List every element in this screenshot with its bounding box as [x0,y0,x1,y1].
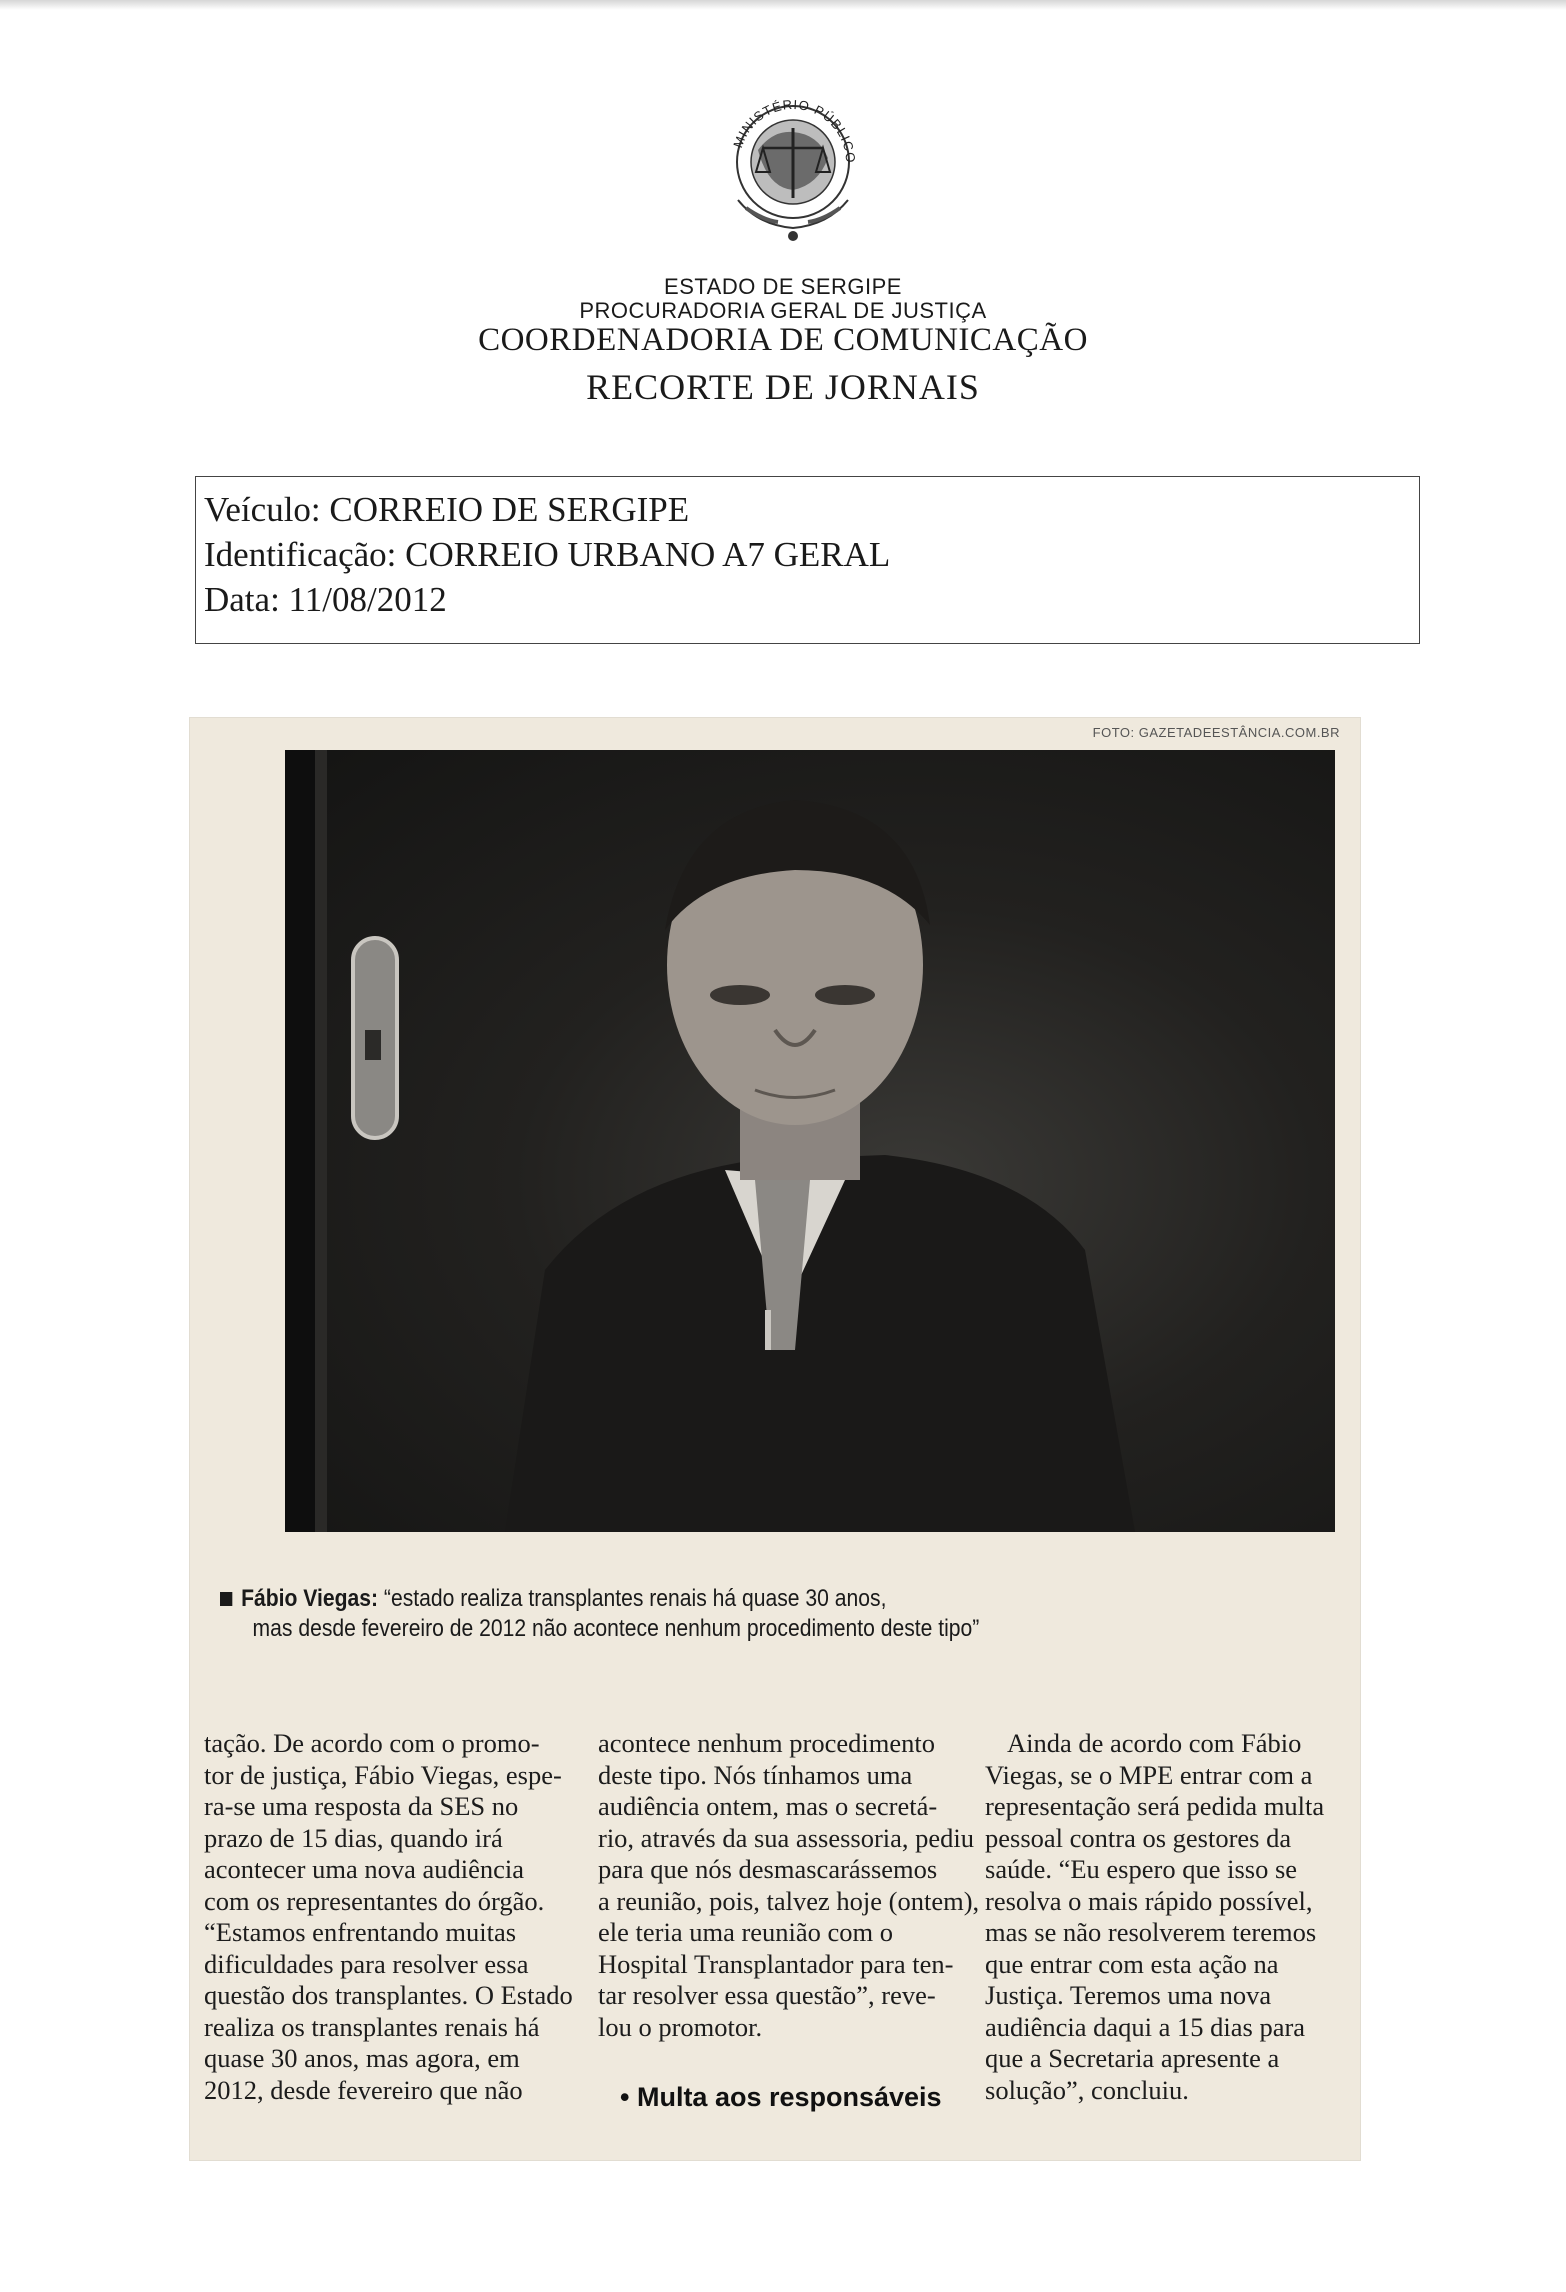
portrait-photo [285,750,1335,1532]
column-line: “Estamos enfrentando muitas [204,1917,517,1947]
column-line: representação será pedida multa [985,1791,1325,1821]
column-line: a reunião, pois, talvez hoje (ontem), [598,1885,980,1916]
department-name: COORDENADORIA DE COMUNICAÇÃO [478,322,1088,358]
caption-text-line-2: mas desde fevereiro de 2012 não acontece nenhum procedimento deste tipo” [252,1615,980,1642]
section-title: RECORTE DE JORNAIS [586,367,980,407]
ministerio-publico-seal [718,90,868,250]
column-line: para que nós desmascarássemos [598,1854,938,1884]
caption-text-line-1: “estado realiza transplantes renais há quase 30 anos, [378,1585,887,1612]
office-name: PROCURADORIA GERAL DE JUSTIÇA [579,298,987,323]
column-line: acontece nenhum procedimento [598,1728,935,1758]
newspaper-clipping [190,718,1360,2160]
photo-caption [220,1584,1188,1644]
column-line: rio, através da sua assessoria, pediu [598,1822,975,1853]
column-line: prazo de 15 dias, quando irá [204,1822,503,1853]
identification-line: Identificação: CORREIO URBANO A7 GERAL [204,535,891,574]
state-name: ESTADO DE SERGIPE [664,274,902,299]
column-line: acontecer uma nova audiência [204,1854,525,1884]
clipping-info-box [195,476,1420,644]
vehicle-line: Veículo: CORREIO DE SERGIPE [204,490,690,529]
column-line: tar resolver essa questão”, reve- [598,1980,936,2010]
article-subheading: • Multa aos responsáveis [620,2082,942,2112]
seal-text: MINISTÉRIO PÚBLICO [730,96,859,164]
column-line: saúde. “Eu espero que isso se [985,1854,1298,1884]
column-line: solução”, concluiu. [985,2074,1189,2105]
column-line: tação. De acordo com o promo- [204,1728,540,1758]
column-line: dificuldades para resolver essa [204,1948,529,1979]
caption-bullet-icon [220,1592,232,1606]
column-line: que a Secretaria apresente a [985,2043,1280,2073]
column-line: lou o promotor. [598,2011,763,2042]
article-column-2 [598,1728,980,2043]
column-line: Ainda de acordo com Fábio [1007,1728,1302,1758]
article-column-1 [204,1728,584,2106]
column-line: tor de justiça, Fábio Viegas, espe- [204,1759,562,1790]
column-line: com os representantes do órgão. [204,1885,545,1916]
column-line: Justiça. Teremos uma nova [985,1980,1272,2010]
caption-name: Fábio Viegas: [241,1585,379,1612]
column-line: audiência ontem, mas o secretá- [598,1791,938,1821]
column-line: deste tipo. Nós tínhamos uma [598,1759,913,1790]
column-line: questão dos transplantes. O Estado [204,1980,573,2010]
column-line: realiza os transplantes renais há [204,2011,540,2042]
column-line: ele teria uma reunião com o [598,1917,894,1947]
column-line: Viegas, se o MPE entrar com a [985,1759,1313,1790]
column-line: mas se não resolverem teremos [985,1917,1317,1947]
column-line: Hospital Transplantador para ten- [598,1948,954,1979]
scan-edge [0,0,1566,10]
column-line: resolva o mais rápido possível, [985,1885,1313,1916]
column-line: 2012, desde fevereiro que não [204,2074,523,2105]
column-line: que entrar com esta ação na [985,1948,1279,1979]
photo-credit: FOTO: GAZETADEESTÂNCIA.COM.BR [1092,725,1340,740]
column-line: ra-se uma resposta da SES no [204,1791,519,1821]
date-line: Data: 11/08/2012 [204,580,447,619]
column-line: audiência daqui a 15 dias para [985,2011,1306,2042]
column-line: quase 30 anos, mas agora, em [204,2043,520,2073]
article-column-3 [985,1728,1355,2106]
column-line: pessoal contra os gestores da [985,1822,1292,1853]
